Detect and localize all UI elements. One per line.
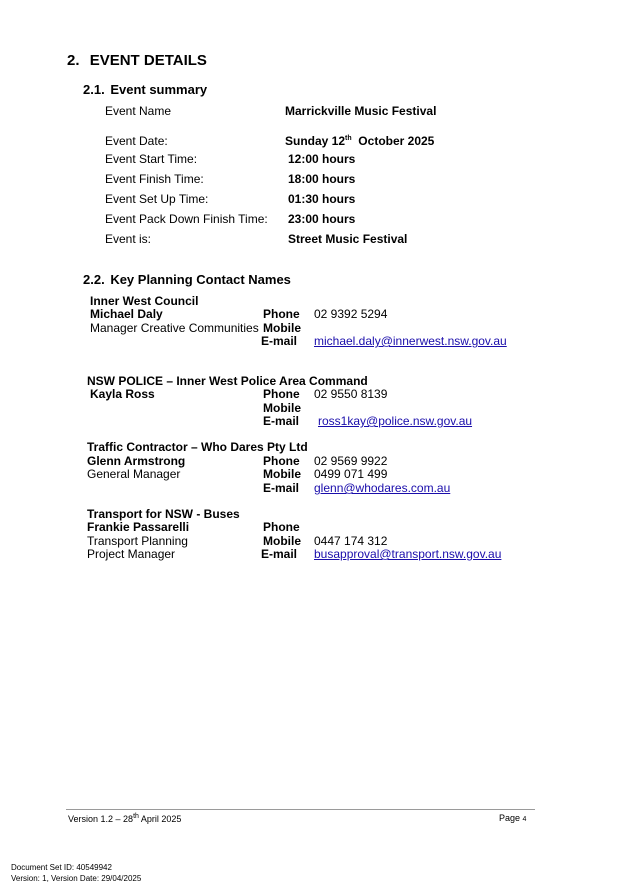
email-label: E-mail [263,481,300,495]
phone-label: Phone [263,520,300,534]
footer-page-number: 4 [522,816,527,823]
contact-email-link[interactable]: michael.daly@innerwest.nsw.gov.au [314,334,507,348]
event-date-suffix: th [345,135,352,142]
email-label: E-mail [261,547,298,561]
summary-heading [83,82,207,97]
footer-version-suffix: th [133,813,139,820]
footer-version-pre: Version 1.2 – 28 [68,814,134,824]
contact-phone: 02 9550 8139 [314,387,388,401]
section-heading [67,52,207,69]
mobile-label: Mobile [263,467,301,481]
contact-email-link[interactable]: glenn@whodares.com.au [314,481,451,495]
summary-label: Event is: [105,232,152,246]
doc-set-id: Document Set ID: 40549942 [11,863,112,872]
phone-label: Phone [263,307,300,321]
summary-value: 12:00 hours [288,152,356,166]
summary-title: Event summary [110,82,208,97]
contact-role: Project Manager [87,547,176,561]
summary-value [285,134,434,148]
contact-name: Michael Daly [90,307,163,321]
contact-name: Glenn Armstrong [87,454,186,468]
footer-page [499,813,526,823]
contact-org: Transport for NSW - Buses [87,507,240,521]
summary-label: Event Finish Time: [105,172,204,186]
contact-role: Manager Creative Communities [90,321,259,335]
summary-label: Event Pack Down Finish Time: [105,212,268,226]
contact-role: General Manager [87,467,181,481]
contact-name: Frankie Passarelli [87,520,190,534]
phone-label: Phone [263,454,300,468]
summary-value: Street Music Festival [288,232,408,246]
contacts-title: Key Planning Contact Names [110,272,291,287]
contact-org: Traffic Contractor – Who Dares Pty Ltd [87,440,308,454]
contact-mobile: 0499 071 499 [314,467,388,481]
event-date-day: Sunday 12 [285,134,346,148]
footer-version [68,813,181,824]
contact-org: NSW POLICE – Inner West Police Area Command [87,374,368,388]
email-label: E-mail [261,334,298,348]
contact-phone: 02 9392 5294 [314,307,388,321]
contact-role: Transport Planning [87,534,188,548]
contact-email-link[interactable]: busapproval@transport.nsw.gov.au [314,547,502,561]
contact-mobile: 0447 174 312 [314,534,388,548]
summary-label: Event Set Up Time: [105,192,209,206]
contact-org: Inner West Council [90,294,199,308]
contact-name: Kayla Ross [90,387,155,401]
summary-number: 2.1. [83,82,105,97]
footer-version-post: April 2025 [138,814,182,824]
phone-label: Phone [263,387,300,401]
event-date-month: October 2025 [351,134,435,148]
summary-value: Marrickville Music Festival [285,104,437,118]
summary-value: 01:30 hours [288,192,356,206]
summary-label: Event Date: [105,134,168,148]
email-label: E-mail [263,414,300,428]
section-title: EVENT DETAILS [89,52,207,69]
footer-page-label: Page [499,813,521,823]
section-number: 2. [67,52,80,69]
summary-value: 23:00 hours [288,212,356,226]
contact-phone: 02 9569 9922 [314,454,388,468]
mobile-label: Mobile [263,534,301,548]
summary-label: Event Name [105,104,172,118]
footer-divider [66,809,535,810]
contact-email-link[interactable]: ross1kay@police.nsw.gov.au [318,414,473,428]
mobile-label: Mobile [263,401,301,415]
summary-label: Event Start Time: [105,152,198,166]
summary-value: 18:00 hours [288,172,356,186]
mobile-label: Mobile [263,321,301,335]
doc-version: Version: 1, Version Date: 29/04/2025 [11,874,142,883]
contacts-heading [83,272,291,287]
contacts-number: 2.2. [83,272,105,287]
